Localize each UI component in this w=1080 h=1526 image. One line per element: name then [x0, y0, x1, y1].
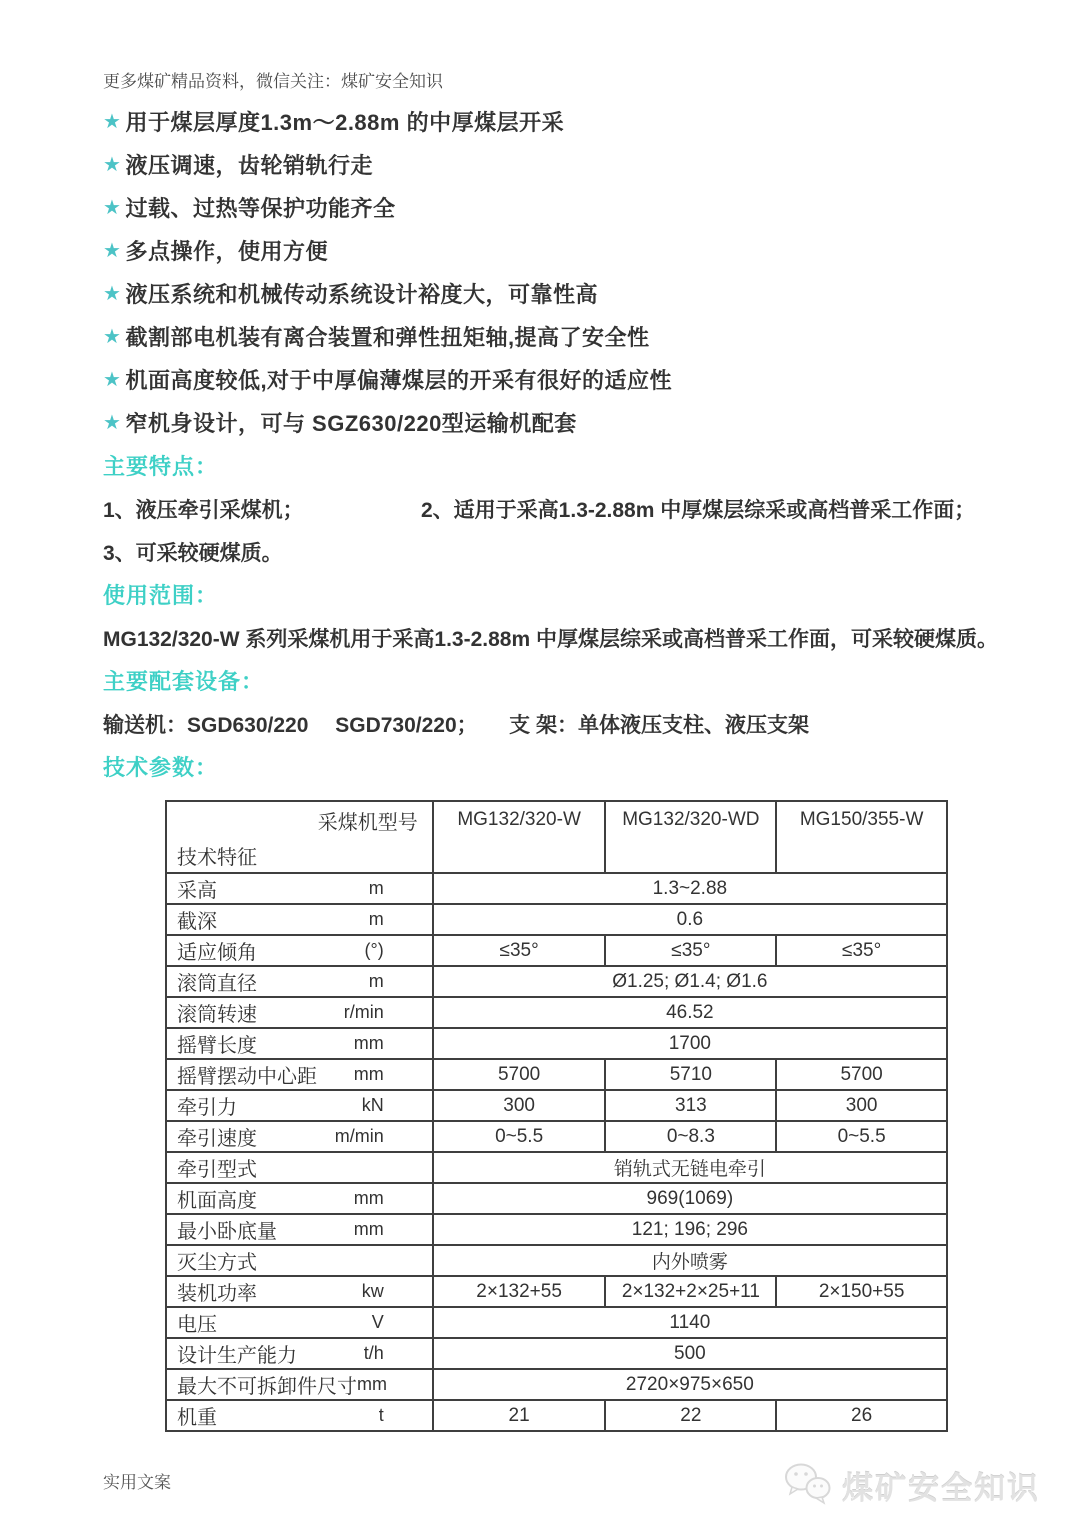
row-unit: t/h — [363, 1343, 384, 1363]
watermark-text: 煤矿安全知识 — [842, 1471, 1040, 1506]
corner-header-cell — [166, 801, 433, 873]
feature-text: 过载、过热等保护功能齐全 — [125, 196, 396, 221]
feature-item — [103, 186, 1040, 229]
table-row — [166, 966, 947, 997]
row-value: 22 — [605, 1400, 776, 1431]
row-value: 21 — [433, 1400, 606, 1431]
table-row — [166, 1338, 947, 1369]
feature-item — [103, 358, 1040, 401]
row-value: 313 — [605, 1090, 776, 1121]
row-value: 300 — [433, 1090, 606, 1121]
table-header-row — [166, 801, 947, 873]
row-value: 500 — [433, 1338, 947, 1369]
row-label: 摇臂摆动中心距 — [177, 1066, 317, 1088]
row-value: 300 — [776, 1090, 947, 1121]
row-value: 0~5.5 — [433, 1121, 606, 1152]
supporting-equipment-body — [103, 702, 1040, 745]
usage-scope-body — [103, 616, 1040, 659]
model-header: MG132/320-WD — [605, 801, 776, 873]
table-row — [166, 935, 947, 966]
heading-tech-params: 技术参数： — [103, 755, 219, 780]
row-value: 1700 — [433, 1028, 947, 1059]
table-row — [166, 1090, 947, 1121]
star-bullet-icon: ★ — [103, 283, 122, 305]
numbered-item-1: 1、液压牵引采煤机； — [103, 498, 304, 522]
table-row — [166, 1369, 947, 1400]
row-value: 2×132+55 — [433, 1276, 606, 1307]
feature-text: 用于煤层厚度1.3m～2.88m 的中厚煤层开采 — [125, 110, 565, 135]
star-bullet-icon: ★ — [103, 326, 122, 348]
supporting-equipment-text: 输送机：SGD630/220 SGD730/220； 支 架：单体液压支柱、液压支架 — [103, 713, 809, 737]
row-label: 牵引速度 — [177, 1128, 257, 1150]
row-value: 26 — [776, 1400, 947, 1431]
table-row — [166, 1307, 947, 1338]
table-row — [166, 1214, 947, 1245]
model-header: MG132/320-W — [433, 801, 606, 873]
row-label: 装机功率 — [177, 1283, 257, 1305]
row-value: 0~5.5 — [776, 1121, 947, 1152]
heading-main-features: 主要特点： — [103, 454, 219, 479]
table-row — [166, 1183, 947, 1214]
row-unit: m — [368, 909, 384, 929]
watermark — [782, 1461, 1040, 1510]
row-label: 最小卧底量 — [177, 1221, 277, 1243]
feature-text: 窄机身设计，可与 SGZ630/220型运输机配套 — [125, 411, 577, 436]
usage-scope-text: MG132/320-W 系列采煤机用于采高1.3-2.88m 中厚煤层综采或高档普采工作面，可采较硬煤质。 — [103, 627, 998, 651]
row-label: 灭尘方式 — [177, 1252, 257, 1274]
row-value: 销轨式无链电牵引 — [433, 1152, 947, 1183]
row-unit: t — [378, 1405, 384, 1425]
row-unit: mm — [357, 1374, 387, 1394]
row-value: 0.6 — [433, 904, 947, 935]
row-value: ≤35° — [605, 935, 776, 966]
row-unit: m — [368, 878, 384, 898]
row-value: 2×150+55 — [776, 1276, 947, 1307]
feature-item — [103, 401, 1040, 444]
star-bullet-icon: ★ — [103, 197, 122, 219]
feature-text: 截割部电机装有离合装置和弹性扭矩轴,提高了安全性 — [125, 325, 650, 350]
row-unit: kN — [361, 1095, 384, 1115]
table-row — [166, 1276, 947, 1307]
heading-usage-scope: 使用范围： — [103, 583, 219, 608]
main-features-line-1 — [103, 487, 1040, 530]
row-unit: mm — [353, 1219, 384, 1239]
row-label: 滚筒转速 — [177, 1004, 257, 1026]
corner-bottom-label: 技术特征 — [177, 847, 257, 869]
table-row — [166, 1028, 947, 1059]
table-row — [166, 1152, 947, 1183]
table-row — [166, 1400, 947, 1431]
row-label: 摇臂长度 — [177, 1035, 257, 1057]
row-label: 截深 — [177, 911, 217, 933]
feature-text: 多点操作，使用方便 — [125, 239, 328, 264]
row-label: 电压 — [177, 1314, 217, 1336]
table-row — [166, 904, 947, 935]
feature-item — [103, 229, 1040, 272]
row-value: 121; 196; 296 — [433, 1214, 947, 1245]
row-label: 机面高度 — [177, 1190, 257, 1212]
main-features-line-2 — [103, 530, 1040, 573]
row-label: 最大不可拆卸件尺寸 — [177, 1376, 357, 1398]
row-unit: mm — [353, 1188, 384, 1208]
row-value: 2720×975×650 — [433, 1369, 947, 1400]
star-bullet-icon: ★ — [103, 154, 122, 176]
feature-text: 机面高度较低,对于中厚偏薄煤层的开采有很好的适应性 — [125, 368, 673, 393]
row-value: 2×132+2×25+11 — [605, 1276, 776, 1307]
row-value: Ø1.25; Ø1.4; Ø1.6 — [433, 966, 947, 997]
row-value: 46.52 — [433, 997, 947, 1028]
row-value: 5710 — [605, 1059, 776, 1090]
row-label: 设计生产能力 — [177, 1345, 297, 1367]
row-value: ≤35° — [433, 935, 606, 966]
row-value: 969(1069) — [433, 1183, 947, 1214]
row-label: 采高 — [177, 880, 217, 902]
row-value: 5700 — [433, 1059, 606, 1090]
star-bullet-icon: ★ — [103, 240, 122, 262]
feature-item — [103, 143, 1040, 186]
row-label: 牵引型式 — [177, 1159, 257, 1181]
numbered-item-3: 3、可采较硬煤质。 — [103, 541, 283, 565]
star-bullet-icon: ★ — [103, 111, 122, 133]
footer-note: 实用文案 — [103, 1473, 171, 1492]
feature-text: 液压系统和机械传动系统设计裕度大，可靠性高 — [125, 282, 598, 307]
numbered-item-2: 2、适用于采高1.3-2.88m 中厚煤层综采或高档普采工作面； — [421, 498, 976, 522]
star-bullet-icon: ★ — [103, 412, 122, 434]
row-unit: m — [368, 971, 384, 991]
table-row — [166, 873, 947, 904]
row-unit: (°) — [364, 940, 384, 960]
tech-params-table — [165, 800, 948, 1432]
row-value: 0~8.3 — [605, 1121, 776, 1152]
row-value: ≤35° — [776, 935, 947, 966]
row-unit: mm — [353, 1064, 384, 1084]
row-value: 5700 — [776, 1059, 947, 1090]
row-label: 适应倾角 — [177, 942, 257, 964]
row-value: 1140 — [433, 1307, 947, 1338]
table-row — [166, 1121, 947, 1152]
row-value: 1.3~2.88 — [433, 873, 947, 904]
model-header: MG150/355-W — [776, 801, 947, 873]
row-unit: kw — [361, 1281, 384, 1301]
feature-item — [103, 272, 1040, 315]
feature-item — [103, 100, 1040, 143]
table-row — [166, 997, 947, 1028]
row-unit: r/min — [343, 1002, 384, 1022]
wechat-icon — [782, 1461, 834, 1510]
row-label: 滚筒直径 — [177, 973, 257, 995]
table-row — [166, 1245, 947, 1276]
heading-supporting-equipment: 主要配套设备： — [103, 669, 265, 694]
header-note: 更多煤矿精品资料，微信关注：煤矿安全知识 — [103, 72, 443, 91]
row-label: 牵引力 — [177, 1097, 237, 1119]
feature-text: 液压调速，齿轮销轨行走 — [125, 153, 373, 178]
row-value: 内外喷雾 — [433, 1245, 947, 1276]
star-bullet-icon: ★ — [103, 369, 122, 391]
corner-top-label: 采煤机型号 — [317, 812, 418, 834]
feature-item — [103, 315, 1040, 358]
table-row — [166, 1059, 947, 1090]
row-unit: m/min — [334, 1126, 384, 1146]
row-label: 机重 — [177, 1407, 217, 1429]
row-unit: mm — [353, 1033, 384, 1053]
row-unit: V — [371, 1312, 384, 1332]
